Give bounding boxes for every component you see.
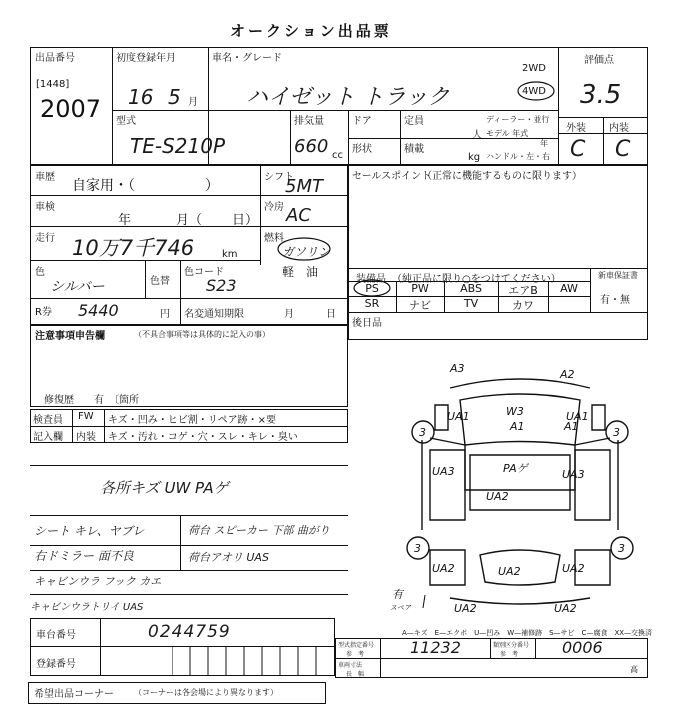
drive-2wd: 2WD xyxy=(522,63,546,74)
model-designation-ref: 参 考 xyxy=(346,651,365,658)
int-items: キズ・汚れ・コゲ・穴・スレ・キレ・臭い xyxy=(108,432,298,443)
equip-navi: ナビ xyxy=(409,299,431,312)
mark-ua2-bc: UA2 xyxy=(498,565,521,578)
fuel-diesel: 軽 油 xyxy=(282,265,319,279)
remark-2: シート キレ、ヤブレ xyxy=(34,524,145,538)
drive-circle-mark xyxy=(516,80,556,102)
capacity-label: 定員 xyxy=(404,116,424,127)
mark-spare: スペア xyxy=(390,604,411,612)
equip-pw: PW xyxy=(411,282,429,295)
score-int-label: 内装 xyxy=(609,123,629,134)
shift-value: 5MT xyxy=(285,176,323,197)
displacement-label: 排気量 xyxy=(294,116,324,127)
inspection-year-unit: 年 xyxy=(118,213,132,228)
model-designation-value: 11232 xyxy=(410,638,461,657)
score-label: 評価点 xyxy=(584,55,614,66)
remark-1: 各所キズ UW PAゲ xyxy=(100,479,229,497)
load-unit: kg xyxy=(468,152,481,163)
car-name-label: 車名・グレード xyxy=(212,53,282,64)
mileage-unit: km xyxy=(222,249,238,260)
equip-tv: TV xyxy=(463,297,479,310)
equip-aw: AW xyxy=(560,282,578,295)
remark-4: キャビンウラ フック カエ xyxy=(34,575,162,588)
score-int-value: C xyxy=(615,137,631,162)
shape-label: 形状 xyxy=(352,144,372,155)
color-change-label: 色替 xyxy=(150,276,170,287)
lot-number: 2007 xyxy=(40,95,102,123)
mileage-label: 走行 xyxy=(35,233,55,244)
first-reg-month-unit: 月 xyxy=(188,97,198,108)
footer-label: 希望出品コーナー xyxy=(34,689,114,700)
recycle-value: 5440 xyxy=(78,301,119,320)
displacement-value: 660 xyxy=(294,136,329,157)
mark-a1-center: A1 xyxy=(510,420,525,433)
chassis-label: 車台番号 xyxy=(36,630,76,641)
model-label: 型式 xyxy=(116,116,136,127)
car-name-value: ハイゼット トラック xyxy=(246,85,450,110)
first-reg-label: 初度登録年月 xyxy=(116,53,176,64)
inspector-label: 検査員 xyxy=(33,415,63,426)
mark-3-fl: 3 xyxy=(419,426,426,439)
equip-ps: PS xyxy=(365,282,379,295)
notes-label: 注意事項申告欄 xyxy=(35,331,105,342)
damage-diagram xyxy=(390,360,650,615)
history-label: 車歴 xyxy=(35,172,55,183)
recycle-unit: 円 xyxy=(160,309,170,320)
capacity-unit: 人 xyxy=(472,130,482,141)
registration-label: 登録番号 xyxy=(36,659,76,670)
notes-sub: （不具合事項等は具体的に記入の事） xyxy=(134,330,270,339)
mark-a1-right: A1 xyxy=(564,420,579,433)
drive-4wd: 4WD xyxy=(522,86,546,97)
history-value: 自家用・（ ） xyxy=(72,178,219,194)
mark-pa: PAゲ xyxy=(503,462,528,475)
color-label: 色 xyxy=(35,267,45,278)
mark-ua2-low-left: UA2 xyxy=(454,602,477,615)
mark-yes: 有 xyxy=(392,588,403,601)
body-size-label: 車両寸法 xyxy=(338,662,363,669)
first-reg-year: 16 xyxy=(128,85,154,109)
displacement-unit: cc xyxy=(332,150,343,161)
mark-a3-top: A3 xyxy=(450,362,465,375)
body-size-sub: 長 幅 xyxy=(346,671,365,678)
category-label: 類別区分番号 xyxy=(493,642,530,649)
sales-frame xyxy=(348,165,648,340)
name-change-month: 月 xyxy=(284,309,294,320)
equip-abs: ABS xyxy=(460,282,482,295)
lot-sub-number: [1448] xyxy=(36,79,70,90)
category-value: 0006 xyxy=(562,638,603,657)
registration-grid xyxy=(172,647,332,675)
model-year-unit: 年 xyxy=(540,139,548,148)
mark-ua2-br: UA2 xyxy=(562,562,585,575)
fw-label: FW xyxy=(78,411,94,422)
fuel-circle-mark xyxy=(276,236,332,262)
inspection-month-unit: 月（ xyxy=(176,213,203,228)
mark-ua1-right: UA1 xyxy=(566,410,589,423)
body-size-unit: 高 xyxy=(630,665,638,674)
color-value: シルバー xyxy=(50,279,105,295)
fuel-label: 燃料 xyxy=(264,233,284,244)
category-ref: 参 考 xyxy=(500,651,519,658)
mark-ua3-right: UA3 xyxy=(562,468,585,481)
footer-sub: （コーナーは各会場により異なります） xyxy=(134,688,278,697)
mileage-value: 10万7千746 xyxy=(72,236,195,260)
ps-circle-mark xyxy=(352,278,392,298)
remark-5: キャビンウラトリイ UAS xyxy=(30,602,144,613)
name-change-day: 日 xyxy=(326,309,336,320)
mark-w3: W3 xyxy=(506,405,524,418)
new-warranty-value: 有・無 xyxy=(600,295,630,306)
recycle-label: R券 xyxy=(35,307,52,318)
score-ext-value: C xyxy=(570,137,586,162)
mark-ua2-center: UA2 xyxy=(486,490,509,503)
equipment-label: 装備品 xyxy=(356,274,386,285)
equip-leather: カワ xyxy=(512,299,534,312)
remark-right-1: 荷台 スピーカー 下部 曲がり xyxy=(188,524,330,537)
equip-airbag: エアB xyxy=(508,284,538,297)
sheet-title: オークション出品票 xyxy=(230,22,392,40)
score-ext-label: 外装 xyxy=(566,123,586,134)
dealer-label: ディーラー・並行 xyxy=(486,115,550,124)
model-value: TE-S210P xyxy=(130,134,225,158)
equipment-sub: （純正品に限り○をつけてください） xyxy=(392,274,561,285)
inspection-label: 車検 xyxy=(35,202,55,213)
model-designation-label: 型式指定番号 xyxy=(338,642,375,649)
fw-items: キズ・凹み・ヒビ割・リペア跡・×要 xyxy=(108,415,276,426)
chassis-value: 0244759 xyxy=(148,622,231,642)
name-change-label: 名変通知期限 xyxy=(184,309,244,320)
mark-ua3-left: UA3 xyxy=(432,465,455,478)
mark-3-fr: 3 xyxy=(613,426,620,439)
mark-3-rl: 3 xyxy=(414,542,421,555)
fuel-gasoline: ガソリン xyxy=(282,245,331,259)
model-year-label: モデル 年式 xyxy=(486,129,529,138)
int-label: 内装 xyxy=(76,432,96,443)
color-code-label: 色コード xyxy=(184,267,224,278)
aircon-value: AC xyxy=(286,205,311,226)
repair-history: 修復歴 有 〔箇所 xyxy=(44,395,139,406)
mark-a2-top: A2 xyxy=(560,368,575,381)
new-warranty-label: 新車保証書 xyxy=(598,271,638,280)
shift-label: シフト xyxy=(264,172,294,183)
door-label: ドア xyxy=(352,116,372,127)
mark-ua2-bl: UA2 xyxy=(432,562,455,575)
sales-point-sub: （正常に機能するものに限ります） xyxy=(422,171,582,182)
score-value: 3.5 xyxy=(580,80,622,110)
mark-3-rr: 3 xyxy=(618,542,625,555)
lot-label: 出品番号 xyxy=(35,53,75,64)
color-code: S23 xyxy=(206,276,237,295)
first-reg-month: 5 xyxy=(168,85,181,109)
handle-label: ハンドル・左・右 xyxy=(486,152,550,161)
mark-ua1-left: UA1 xyxy=(447,410,470,423)
remark-right-2: 荷台アオリ UAS xyxy=(188,551,269,564)
inspection-day-unit: 日） xyxy=(232,213,259,228)
aircon-label: 冷房 xyxy=(264,202,284,213)
mark-ua2-low-right: UA2 xyxy=(554,602,577,615)
recorder-label: 記入欄 xyxy=(33,432,63,443)
equip-sr: SR xyxy=(364,297,380,310)
after-label: 後日品 xyxy=(352,318,382,329)
sales-point-label: セールスポイント xyxy=(352,171,432,182)
damage-legend: A—キズ E—エクボ U—凹み W—補修跡 S—サビ C—腐食 XX—交換済 xyxy=(402,629,653,637)
remark-3: 右ドミラー 面不良 xyxy=(34,549,134,563)
load-label: 積載 xyxy=(404,144,424,155)
